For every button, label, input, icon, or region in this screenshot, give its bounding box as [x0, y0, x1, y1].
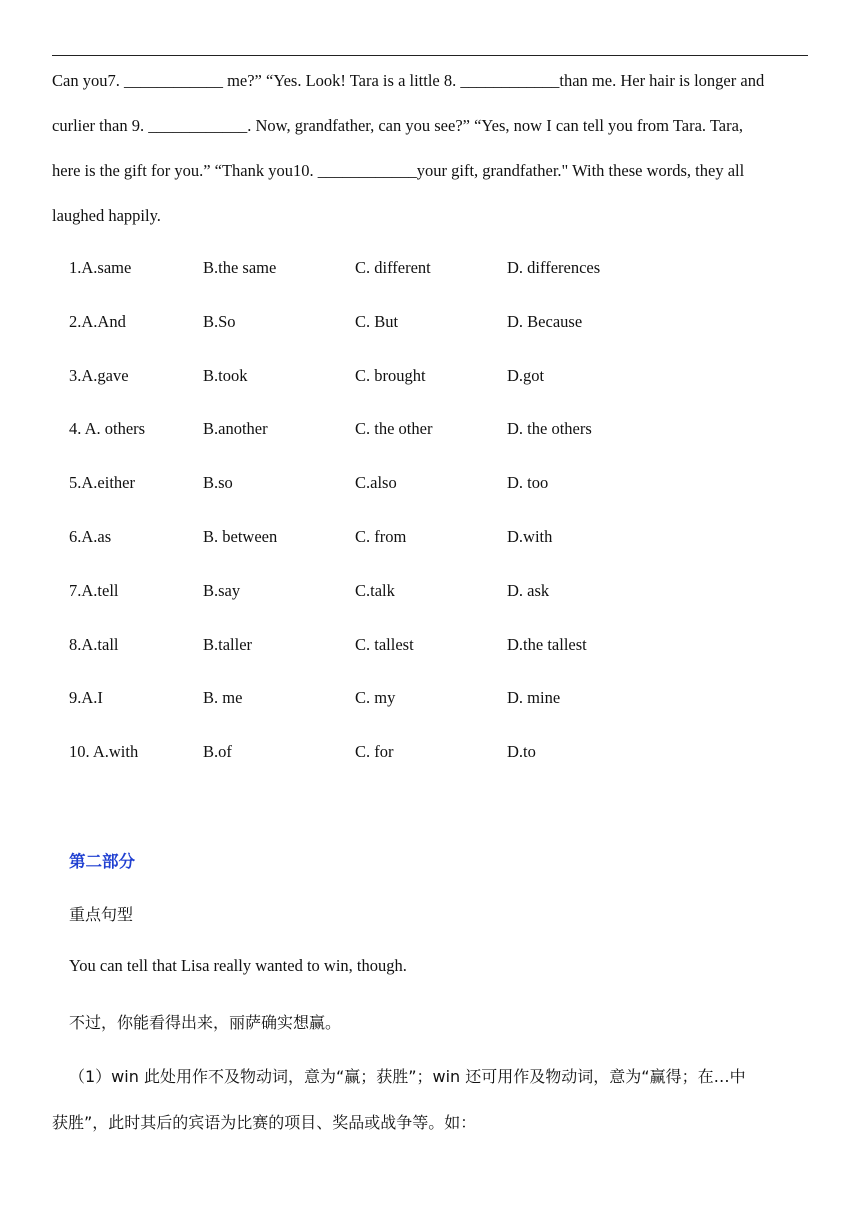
- option-b: B. me: [203, 688, 243, 708]
- option-b: B.another: [203, 419, 268, 439]
- header-rule: [52, 55, 808, 56]
- option-b: B.of: [203, 742, 232, 762]
- option-b: B.So: [203, 311, 236, 331]
- option-b: B.taller: [203, 634, 253, 654]
- option-a: 9.A.I: [69, 688, 103, 708]
- option-row: [69, 461, 769, 515]
- section-title: 第二部分: [69, 852, 135, 871]
- option-b: B.so: [203, 473, 233, 493]
- passage-line: Can you7. ____________ me?” “Yes. Look! Tara is a little 8. ____________than me. Her hair is longer and: [52, 71, 765, 90]
- option-c: C. tallest: [355, 634, 414, 654]
- option-row: [69, 300, 769, 354]
- option-d: D.got: [507, 365, 545, 385]
- option-a: 4. A. others: [69, 419, 146, 439]
- passage-line: laughed happily.: [52, 206, 161, 225]
- option-row: [69, 623, 769, 677]
- option-b: B.the same: [203, 258, 277, 277]
- passage-paragraph: [52, 58, 812, 238]
- option-a: 5.A.either: [69, 473, 135, 493]
- option-c: C. the other: [355, 419, 433, 439]
- option-d: D. ask: [507, 580, 550, 600]
- note-line: 获胜”，此时其后的宾语为比赛的项目、奖品或战争等。如：: [52, 1113, 477, 1132]
- option-row: [69, 730, 769, 784]
- option-b: B.took: [203, 365, 248, 385]
- option-row: [69, 246, 769, 300]
- passage-line: curlier than 9. ____________. Now, grandfather, can you see?” “Yes, now I can tell you from Tara. Tara,: [52, 116, 744, 135]
- option-row: [69, 515, 769, 569]
- option-c: C. different: [355, 258, 431, 277]
- passage-line: here is the gift for you.” “Thank you10. ____________your gift, grandfather." With these words, they all: [52, 161, 745, 180]
- option-d: D. mine: [507, 688, 561, 708]
- option-a: 8.A.tall: [69, 634, 119, 654]
- option-d: D. Because: [507, 311, 583, 331]
- option-row: [69, 569, 769, 623]
- section-subtitle: 重点句型: [69, 905, 134, 924]
- option-d: D.with: [507, 526, 553, 546]
- grammar-note: [52, 1054, 812, 1146]
- option-b: B. between: [203, 526, 278, 546]
- option-c: C. from: [355, 526, 407, 546]
- key-sentence-en: You can tell that Lisa really wanted to win, though.: [69, 956, 407, 975]
- option-d: D.to: [507, 742, 536, 762]
- option-d: D. too: [507, 473, 549, 493]
- option-d: D. the others: [507, 419, 592, 439]
- option-c: C.talk: [355, 580, 395, 600]
- option-a: 2.A.And: [69, 311, 126, 331]
- key-sentence-zh: 不过，你能看得出来，丽萨确实想赢。: [69, 1013, 342, 1032]
- option-a: 1.A.same: [69, 258, 132, 277]
- option-a: 10. A.with: [69, 742, 139, 762]
- option-c: C. brought: [355, 365, 426, 385]
- option-b: B.say: [203, 580, 241, 600]
- option-c: C. my: [355, 688, 396, 708]
- option-row: [69, 407, 769, 461]
- option-row: [69, 676, 769, 730]
- option-a: 3.A.gave: [69, 365, 129, 385]
- note-line: （1）win 此处用作不及物动词，意为“赢；获胜”；win 还可用作及物动词，意为“赢得；在…中: [69, 1067, 746, 1086]
- answer-options: [69, 246, 769, 784]
- option-c: C. for: [355, 742, 394, 762]
- option-c: C.also: [355, 473, 397, 493]
- option-row: [69, 354, 769, 408]
- option-a: 7.A.tell: [69, 580, 119, 600]
- option-d: D.the tallest: [507, 634, 587, 654]
- option-c: C. But: [355, 311, 399, 331]
- option-a: 6.A.as: [69, 526, 112, 546]
- option-d: D. differences: [507, 258, 601, 277]
